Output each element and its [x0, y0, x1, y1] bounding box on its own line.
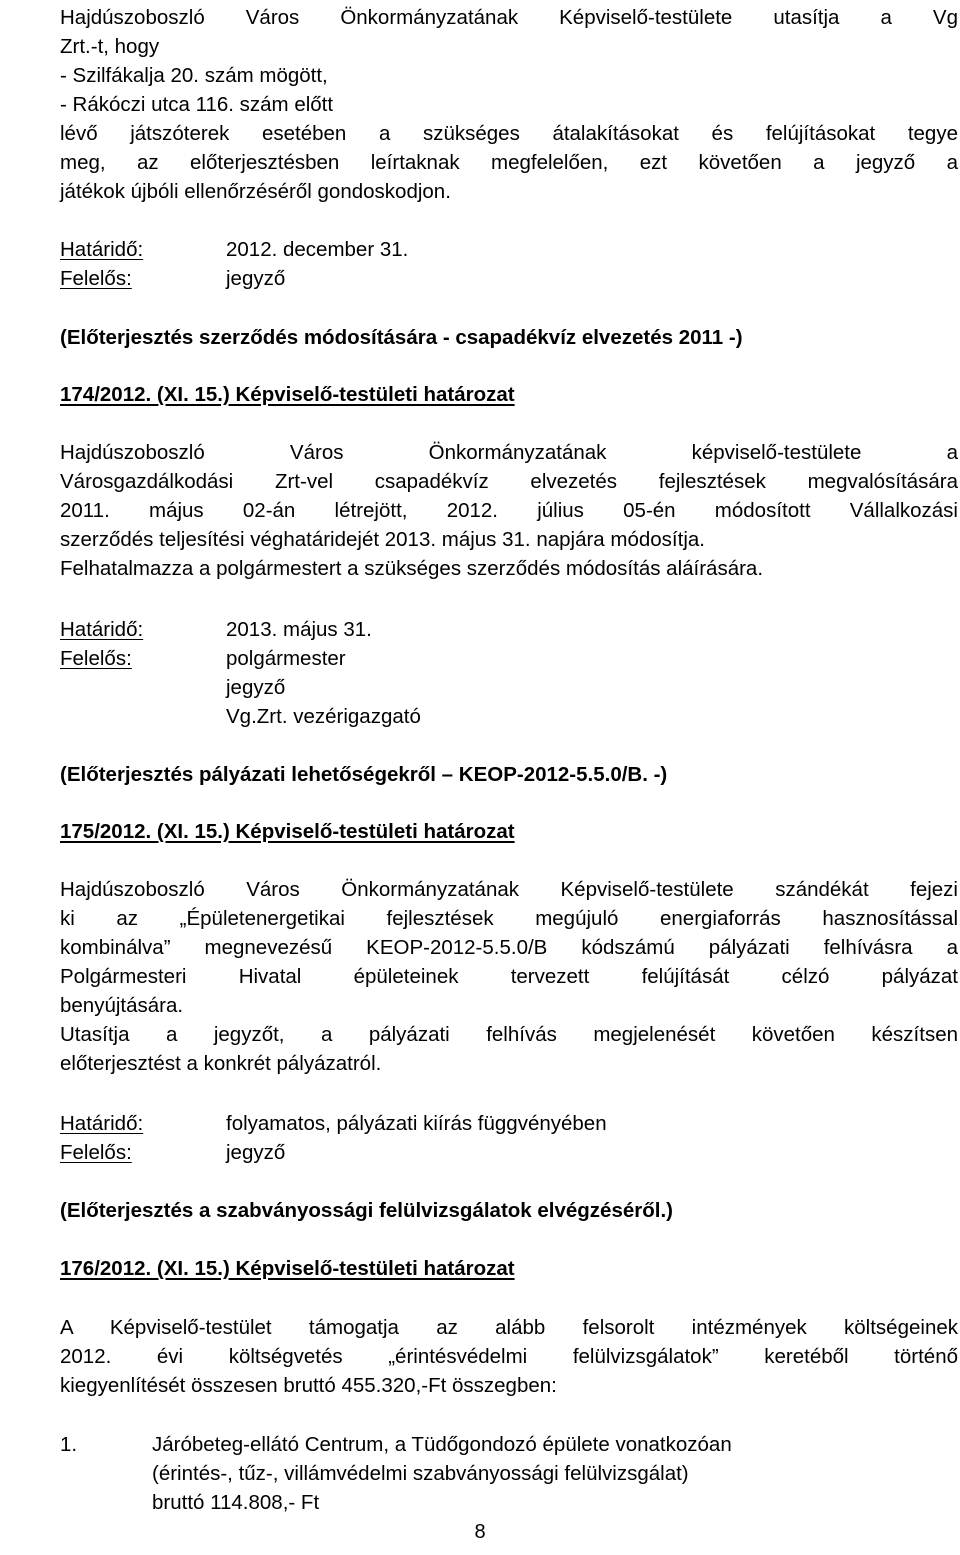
- responsible-value: jegyző: [226, 676, 286, 699]
- text-line: kiegyenlítését összesen bruttó 455.320,-Ft összegben:: [60, 1374, 557, 1397]
- responsible-value: jegyző: [226, 267, 286, 290]
- text-line: Járóbeteg-ellátó Centrum, a Tüdőgondozó épülete vonatkozóan: [152, 1433, 732, 1456]
- text-line: Zrt.-t, hogy: [60, 35, 160, 58]
- text-line: 2012. évi költségvetés „érintésvédelmi felülvizsgálatok” keretéből történő: [60, 1345, 958, 1368]
- text-line: bruttó 114.808,- Ft: [152, 1491, 320, 1514]
- text-line: - Szilfákalja 20. szám mögött,: [60, 64, 328, 87]
- deadline-value: folyamatos, pályázati kiírás függvényében: [226, 1112, 607, 1135]
- responsible-value: polgármester: [226, 647, 346, 670]
- text-line: (érintés-, tűz-, villámvédelmi szabványossági felülvizsgálat): [152, 1462, 689, 1485]
- deadline-label: Határidő:: [60, 618, 144, 641]
- text-line: 2011. május 02-án létrejött, 2012. július 05-én módosított Vállalkozási: [60, 499, 958, 522]
- text-line: Felhatalmazza a polgármestert a szükséges szerződés módosítás aláírására.: [60, 557, 764, 580]
- section-title: (Előterjesztés pályázati lehetőségekről – KEOP-2012-5.5.0/B. -): [60, 763, 668, 786]
- text-line: szerződés teljesítési véghatáridejét 2013. május 31. napjára módosítja.: [60, 528, 705, 551]
- responsible-label: Felelős:: [60, 1141, 132, 1164]
- text-line: Polgármesteri Hivatal épületeinek tervezett felújítását célzó pályázat: [60, 965, 958, 988]
- resolution-body: [60, 1313, 958, 1400]
- responsible-label: Felelős:: [60, 647, 132, 670]
- section-title: (Előterjesztés szerződés módosítására - csapadékvíz elvezetés 2011 -): [60, 326, 743, 349]
- text-line: Hajdúszoboszló Város Önkormányzatának képviselő-testülete a: [60, 441, 958, 464]
- responsible-value: Vg.Zrt. vezérigazgató: [226, 705, 421, 728]
- list-item-number: 1.: [60, 1433, 78, 1456]
- deadline-label: Határidő:: [60, 238, 144, 261]
- text-line: Városgazdálkodási Zrt-vel csapadékvíz elvezetés fejlesztések megvalósítására: [60, 470, 958, 493]
- text-line: Utasítja a jegyzőt, a pályázati felhívás megjelenését követően készítsen: [60, 1023, 958, 1046]
- page-number: 8: [474, 1521, 486, 1543]
- deadline-value: 2012. december 31.: [226, 238, 409, 261]
- text-line: meg, az előterjesztésben leírtaknak megfelelően, ezt követően a jegyző a: [60, 151, 958, 174]
- section-title: (Előterjesztés a szabványossági felülvizsgálatok elvégzéséről.): [60, 1199, 673, 1222]
- resolution-body: [60, 875, 958, 1078]
- text-line: előterjesztést a konkrét pályázatról.: [60, 1052, 382, 1075]
- list-item: [152, 1430, 958, 1517]
- text-line: - Rákóczi utca 116. szám előtt: [60, 93, 334, 116]
- text-line: benyújtására.: [60, 994, 184, 1017]
- deadline-label: Határidő:: [60, 1112, 144, 1135]
- resolution-heading: 176/2012. (XI. 15.) Képviselő-testületi határozat: [60, 1257, 515, 1280]
- text-line: ki az „Épületenergetikai fejlesztések megújuló energiaforrás hasznosítással: [60, 907, 958, 930]
- text-line: játékok újbóli ellenőrzéséről gondoskodjon.: [60, 180, 451, 203]
- deadline-value: 2013. május 31.: [226, 618, 372, 641]
- resolution-heading: 174/2012. (XI. 15.) Képviselő-testületi határozat: [60, 383, 515, 406]
- text-line: kombinálva” megnevezésű KEOP-2012-5.5.0/B kódszámú pályázati felhívásra a: [60, 936, 958, 959]
- resolution-body: [60, 438, 958, 583]
- text-line: Hajdúszoboszló Város Önkormányzatának Képviselő-testülete utasítja a Vg: [60, 6, 958, 29]
- intro-paragraph: [60, 3, 958, 206]
- resolution-heading: 175/2012. (XI. 15.) Képviselő-testületi határozat: [60, 820, 515, 843]
- text-line: Hajdúszoboszló Város Önkormányzatának Képviselő-testülete szándékát fejezi: [60, 878, 958, 901]
- responsible-value: jegyző: [226, 1141, 286, 1164]
- responsible-label: Felelős:: [60, 267, 132, 290]
- text-line: A Képviselő-testület támogatja az alább felsorolt intézmények költségeinek: [60, 1316, 958, 1339]
- text-line: lévő játszóterek esetében a szükséges átalakításokat és felújításokat tegye: [60, 122, 958, 145]
